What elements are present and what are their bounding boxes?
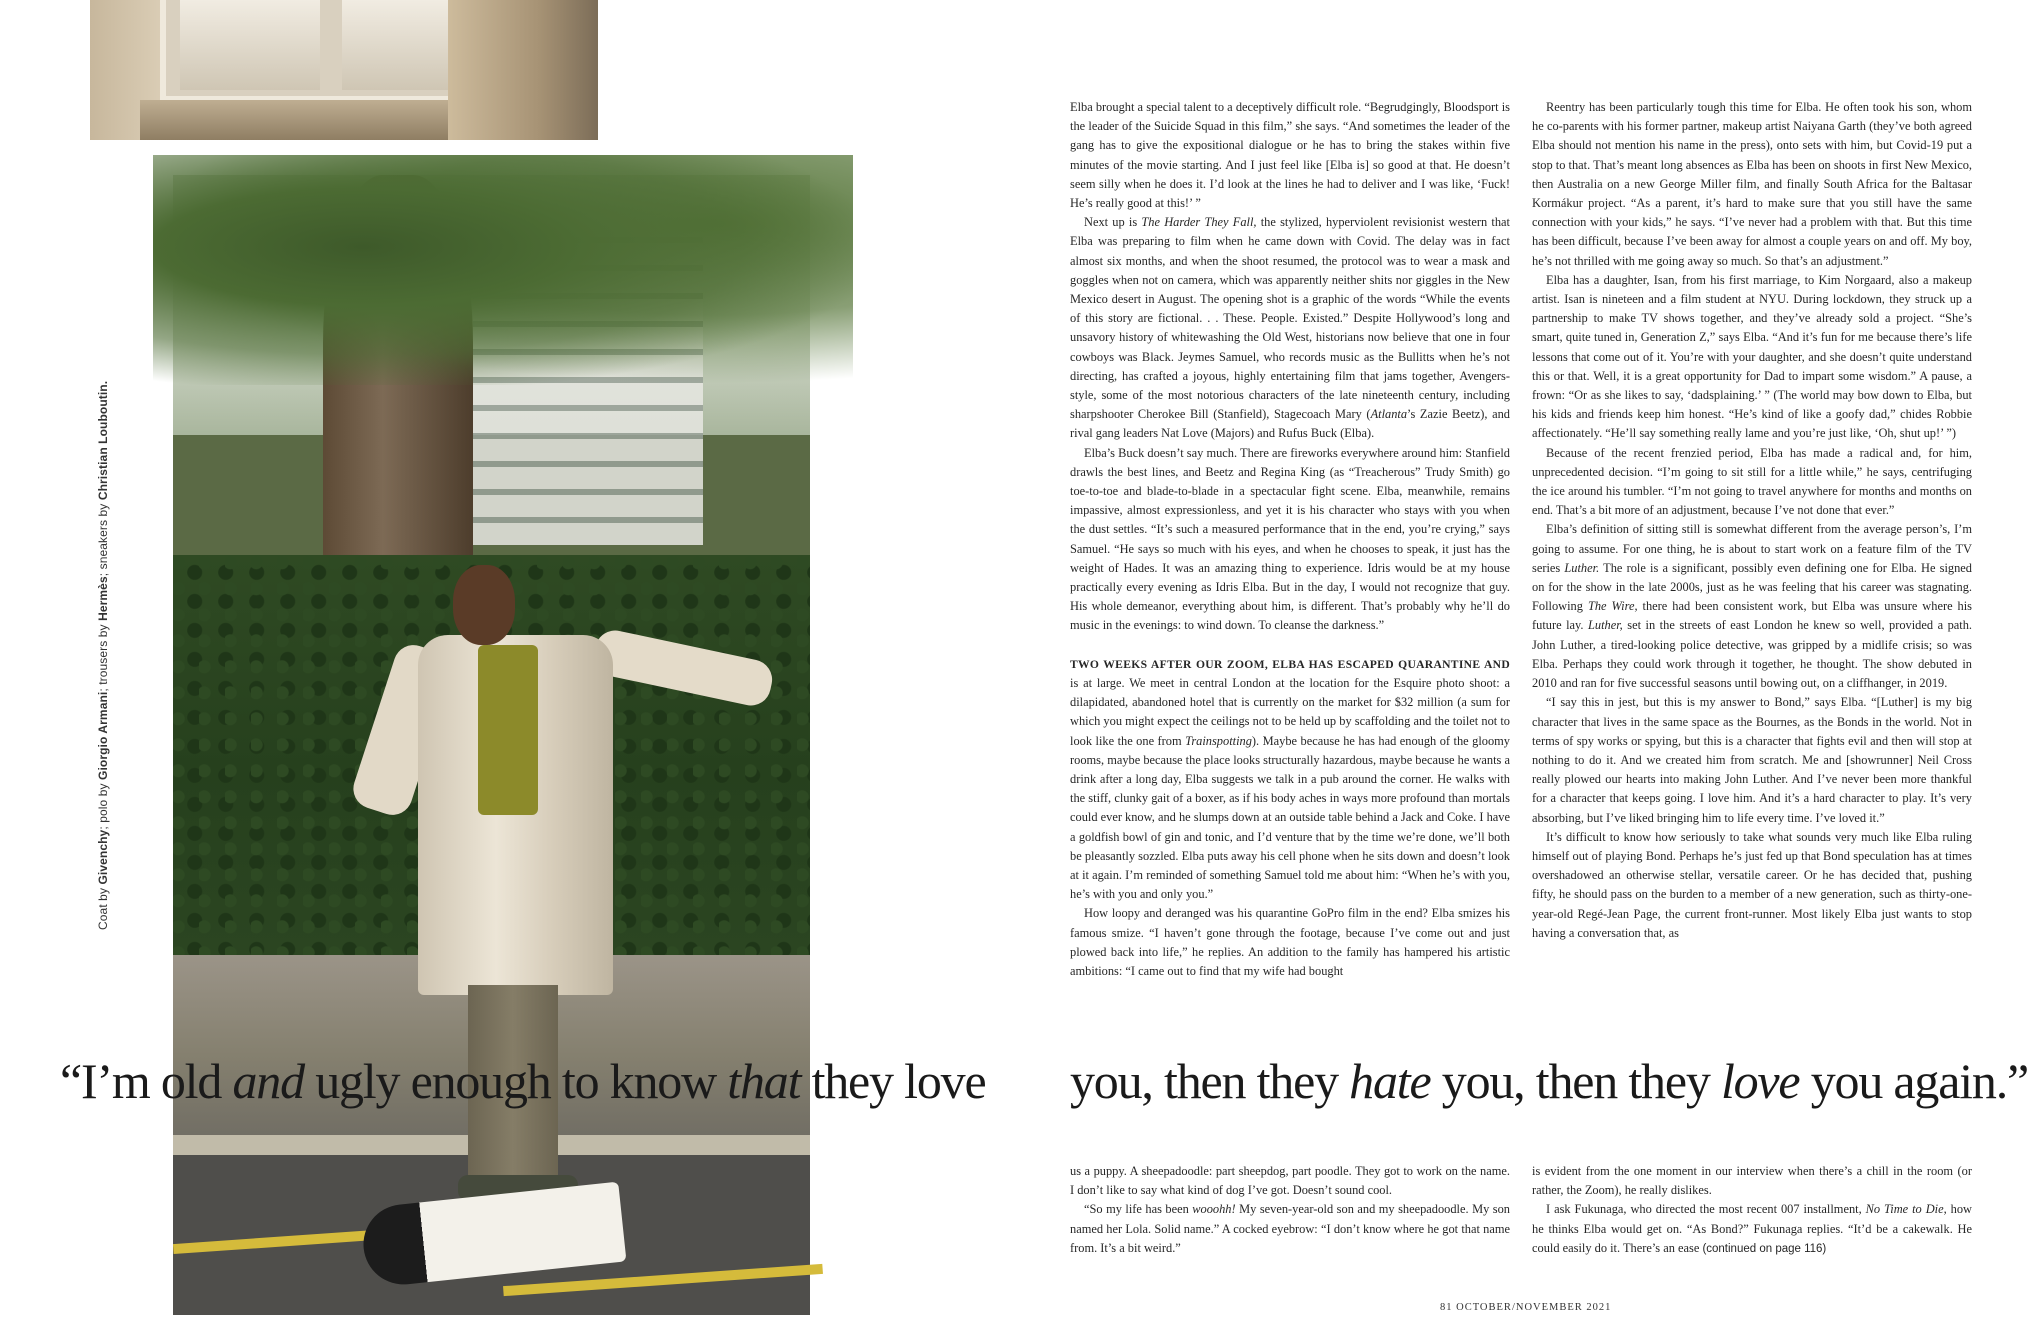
- pull-quote-text: you again.”: [1799, 1053, 2028, 1109]
- paragraph: Reentry has been particularly tough this time for Elba. He often took his son, whom he co-parents with his former partner, makeup artist Naiyana Garth (they’ve both agreed Elba should not mention his name in the press), onto sets with him, but Covid-19 put a stop to that. That’s meant long absences as Elba has been on shoots in first New Mexico, then Australia on a new George Miller film, and finally South Africa for the Baltasar Kormákur project. “As a parent, it’s hard to make sure that you still have the same connection with your kids,” he says. “I’ve never had a problem with that. But this time has been difficult, because I’ve been away for almost a couple years on and off. My boy, he’s not thrilled with me going away so much. So that’s an adjustment.”: [1532, 100, 1972, 268]
- paragraph: It’s difficult to know how seriously to take what sounds very much like Elba ruling himself out of playing Bond. Perhaps he’s just fed up that Bond speculation has at times overshadowed an otherwise stellar, versatile career. Or he has decided that, pushing fifty, he should pass on the burden to a member of a new generation, such as thirty-one-year-old Regé-Jean Page, the current front-runner. Most likely Elba just wants to stop having a conversation that, as: [1532, 829, 1972, 940]
- top-photo: [90, 0, 598, 140]
- text-run: I ask Fukunaga, who directed the most recent 007 installment,: [1546, 1202, 1866, 1217]
- main-photo: [173, 175, 810, 1146]
- credit-text: ; sneakers by: [96, 500, 110, 577]
- credit-text: ; trousers by: [96, 620, 110, 692]
- pull-quote-text: you, then they: [1070, 1053, 1350, 1109]
- paragraph: Elba brought a special talent to a deceptively difficult role. “Begrudgingly, Bloodsport is the leader of the Suicide Squad in this film,” she says. “And sometimes the leader of the gang has to give the expositional dialogue or he has to bring the stakes within five minutes of the movie starting. And I just feel like [Elba is] so good at that. He doesn’t seem silly when he does it. I’d look at the lines he had to deliver and I was like, ‘Fuck! He’s really good at this!’ ”: [1070, 100, 1510, 211]
- text-run: how he thinks Elba would get on. “As Bond?” Fukunaga replies. “It’d be a cakewalk. He could easily do it. There’s an ease: [1532, 1202, 1972, 1255]
- italic-title: The Wire,: [1587, 599, 1638, 614]
- paragraph: us a puppy. A sheepadoodle: part sheepdog, part poodle. They got to work on the name. I don’t like to say what kind of dog I’ve got. Doesn’t sound cool.: [1070, 1164, 1510, 1198]
- credit-brand: Hermès: [96, 576, 110, 621]
- pull-quote-emphasis: hate: [1349, 1053, 1431, 1109]
- italic-word: wooohh!: [1192, 1202, 1236, 1217]
- italic-title: Atlanta: [1370, 407, 1408, 422]
- subject-head: [453, 565, 515, 645]
- wall: [448, 0, 598, 140]
- text-run: the stylized, hyperviolent revisionist western that Elba was preparing to film when he came down with Covid. The delay was in fact almost six months, and when the shoot resumed, the protocol was to wear a mask and goggles when not on camera, which was apparently neither shits nor giggles in the New Mexico desert in August. The opening shot is a graphic of the words “While the events of this story are fictional. . . These. People. Existed.” Despite Hollywood’s long and unsavory history of whitewashing the Old West, historians now believe that one in four cowboys was Black. Jeymes Samuel, who records music as the Bullitts when he’s not directing, has crafted a joyous, highly entertaining film that jams together, Avengers-style, some of the most notorious characters of the late nineteenth century, including sharpshooter Cherokee Bill (Stanfield), Stagecoach Mary (: [1070, 215, 1510, 422]
- tree-canopy: [153, 155, 853, 385]
- text-run: ). Maybe because he has had enough of the gloomy rooms, maybe because the place looks structurally hazardous, maybe because he wants a drink after a long day, Elba suggests we talk in a pub around the corner. He walks with the stiff, clunky gait of a boxer, as if his body aches in ways more profound than mortals could ever know, and he slumps down at an outside table behind a Jack and Coke. I have a goldfish bowl of gin and tonic, and I’d venture that by the time we’re done, we’ll both be pleasantly sozzled. Elba puts away his cell phone when he sits down and doesn’t look at it again. I’m reminded of something Samuel told me about him: “When he’s with you, he’s with you and only you.”: [1070, 733, 1510, 902]
- text-run: Elba’s definition of sitting still is somewhat different from the average person’s, I’m going to assume. For one thing, he is about to start work on a feature film of the TV series: [1532, 522, 1972, 575]
- paragraph: “I say this in jest, but this is my answer to Bond,” says Elba. “[Luther] is my big character that lives in the same space as the Bournes, as the Bonds in the world. Not in terms of spy works or spying, but this is a character that fights evil and then will stop at nothing to do it. And we created him from scratch. Me and [showrunner] Neil Cross really plowed our hearts into making John Luther. And I’ve never been more thankful for a character that keeps going. I love him. And it’s a hard character to play. It’s very absorbing, but I’ve liked bringing him to life every time. I’ve loved it.”: [1532, 695, 1972, 825]
- pull-quote-emphasis: love: [1720, 1053, 1800, 1109]
- section-paragraph: [1070, 655, 1510, 905]
- pull-quote-emphasis: that: [727, 1053, 801, 1109]
- text-run: is at large. We meet in central London at the location for the Esquire photo shoot: a dilapidated, abandoned hotel that is currently on the market for $32 million (a sum for which you might expect the ceilings not to be held up by scaffolding and the toilet not to look like the one from: [1070, 675, 1510, 748]
- pull-quote-text: ugly enough to know: [303, 1053, 728, 1109]
- text-run: My seven-year-old son and my sheepadoodle. My son named her Lola. Solid name.” A cocked eyebrow: “I don’t know where he got that name from. It’s a bit weird.”: [1070, 1202, 1510, 1255]
- pull-quote-text: “I’m old: [60, 1053, 233, 1109]
- text-run: set in the streets of east London he knew so well, provided a path. John Luther, a tired-looking police detective, was gripped by a midlife crisis; so was Elba. Perhaps they could work through it together, he thought. The show debuted in 2010 and ran for five successful seasons until bowing out, on a cliffhanger, in 2019.: [1532, 618, 1972, 691]
- italic-title: Luther.: [1564, 560, 1600, 575]
- article-column-1: [1070, 98, 1510, 1028]
- paragraph: [1532, 520, 1972, 693]
- window-pane: [180, 0, 320, 90]
- subject-polo: [478, 645, 538, 815]
- pull-quote-text: you, then they: [1430, 1053, 1721, 1109]
- text-run: ’s Zazie Beetz), and rival gang leaders Nat Love (Majors) and Rufus Buck (Elba).: [1070, 407, 1510, 441]
- article-column-3: [1070, 1162, 1510, 1272]
- section-lead-in: TWO WEEKS AFTER OUR ZOOM, ELBA HAS ESCAPED QUARANTINE AND: [1070, 657, 1510, 671]
- text-run: The role is a significant, possibly even defining one for Elba. He signed on for the show in the late 2000s, just as he was feeling that his career was stagnating. Following: [1532, 560, 1973, 614]
- italic-title: Luther,: [1588, 618, 1623, 633]
- paragraph: [1532, 1200, 1972, 1259]
- italic-title: The Harder They Fall,: [1141, 215, 1257, 230]
- paragraph: Elba has a daughter, Isan, from his first marriage, to Kim Norgaard, also a makeup artist. Isan is nineteen and a film student at NYU. During lockdown, they struck up a partnership to make TV shows together, and they’ve already sold a project. “She’s smart, quite tuned in, Generation Z,” says Elba. “And it’s fun for me because there’s life lessons that come out of it. You’re with your daughter, and she doesn’t quite understand this or that. Well, it is a great opportunity for Dad to impart some wisdom.” A pause, a frown: “Or as she likes to say, ‘dadsplaining.’ ” (The world may bow down to Elba, but his kids and friends keep him honest. “He’s kind of like a goofy dad,” chides Robbie affectionately. “He’ll say something really lame and you’re just like, ‘Oh, shut up!’ ”): [1532, 272, 1972, 441]
- italic-title: No Time to Die,: [1865, 1202, 1947, 1217]
- paragraph: [1070, 213, 1510, 443]
- pull-quote-left: [60, 1053, 986, 1109]
- credit-brand: Christian Louboutin.: [96, 380, 110, 501]
- pull-quote-emphasis: and: [232, 1053, 304, 1109]
- italic-title: Trainspotting: [1185, 733, 1252, 748]
- pull-quote-right: [1070, 1053, 2028, 1109]
- text-run: there had been consistent work, but Elba was unsure where his future lay.: [1532, 599, 1973, 633]
- continued-on-link[interactable]: (continued on page 116): [1702, 1242, 1827, 1255]
- credit-text: Coat by: [96, 884, 110, 930]
- text-run: Next up is: [1084, 215, 1142, 230]
- paragraph: Because of the recent frenzied period, Elba has made a radical and, for him, unprecedented decision. “I’m going to sit still for a little while,” he says, centrifuging the ice around his tumbler. “I’m not going to travel anywhere for months and months on end. That’s a bit more of an adjustment, because I’ve not done that ever.”: [1532, 445, 1972, 518]
- credit-text: ; polo by: [96, 779, 110, 830]
- credit-brand: Givenchy: [96, 829, 110, 885]
- article-column-2: [1532, 98, 1972, 1028]
- text-run: “So my life has been: [1084, 1202, 1193, 1217]
- paragraph: Elba’s Buck doesn’t say much. There are fireworks everywhere around him: Stanfield drawls the best lines, and Beetz and Regina King (as “Treacherous” Trudy Smith) go toe-to-toe and blade-to-blade in a spectacular fight scene. Elba, meanwhile, remains impassive, almost expressionless, and yet it is his character who stays with you when the dust settles. “It’s such a measured performance that in the end, you’re crying,” says Samuel. “He says so much with his eyes, and when he chooses to speak, it just has the weight of Hades. It was an amazing thing to experience. Idris would be at my house practically every evening as Idris Elba. But in the day, I would not recognize that guy. His whole demeanor, everything about him, is different. That’s probably why he’ll do music in the evenings: to wind down. To cleanse the darkness.”: [1070, 445, 1510, 633]
- paragraph: is evident from the one moment in our interview when there’s a chill in the room (or rather, the Zoom), he really dislikes.: [1532, 1164, 1972, 1198]
- paragraph: How loopy and deranged was his quarantine GoPro film in the end? Elba smizes his famous smize. “I haven’t gone through the footage, because I’ve come out and just plowed back into life,” he replies. An addition to the family has hampered his artistic ambitions: “I came out to find that my wife had bought: [1070, 906, 1510, 978]
- credit-brand: Giorgio Armani: [96, 691, 110, 780]
- article-column-4: [1532, 1162, 1972, 1272]
- page-folio: 81 OCTOBER/NOVEMBER 2021: [1440, 1302, 1612, 1313]
- pull-quote-text: they love: [800, 1053, 986, 1109]
- photo-credit: [96, 370, 110, 930]
- paragraph: [1070, 1200, 1510, 1258]
